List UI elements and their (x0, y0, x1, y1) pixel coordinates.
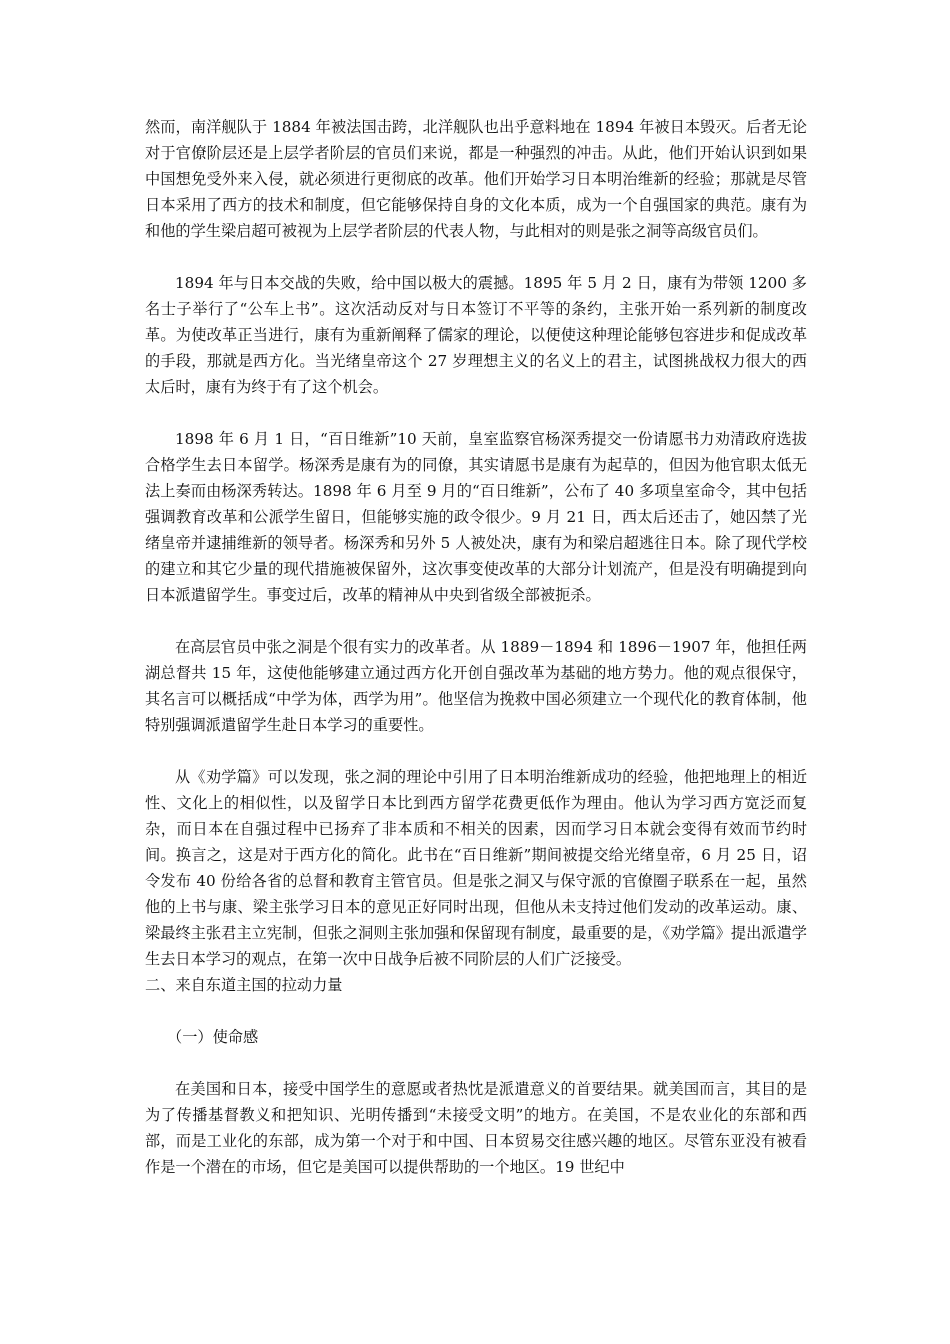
document-body (145, 114, 807, 1206)
paragraph-4: 在高层官员中张之洞是个很有实力的改革者。从 1889－1894 和 1896－1907 年，他担任两湖总督共 15 年，这使他能够建立通过西方化开创自强改革为基础的地方势力。他的观点很保守，其名言可以概括成“中学为体，西学为用”。他坚信为挽救中国必须建立一个现代化的教育体制，他特别强调派遣留学生赴日本学习的重要性。 (145, 638, 807, 734)
paragraph-5: 从《劝学篇》可以发现，张之洞的理论中引用了日本明治维新成功的经验，他把地理上的相近性、文化上的相似性，以及留学日本比到西方留学花费更低作为理由。他认为学习西方宽泛而复杂，而日本在自强过程中已扬弃了非本质和不相关的因素，因而学习日本就会变得有效而节约时间。换言之，这是对于西方化的简化。此书在“百日维新”期间被提交给光绪皇帝，6 月 25 日，诏令发布 40 份给各省的总督和教育主管官员。但是张之洞又与保守派的官僚圈子联系在一起，虽然他的上书与康、梁主张学习日本的意见正好同时出现，但他从未支持过他们发动的改革运动。康、梁最终主张君主立宪制，但张之洞则主张加强和保留现有制度，最重要的是，《劝学篇》提出派遣学生去日本学习的观点，在第一次中日战争后被不同阶层的人们广泛接受。 (145, 768, 807, 968)
paragraph-1: 然而，南洋舰队于 1884 年被法国击跨，北洋舰队也出乎意料地在 1894 年被日本毁灭。后者无论对于官僚阶层还是上层学者阶层的官员们来说，都是一种强烈的冲击。从此，他们开始认识到如果中国想免受外来入侵，就必须进行更彻底的改革。他们开始学习日本明治维新的经验；那就是尽管日本采用了西方的技术和制度，但它能够保持自身的文化本质，成为一个自强国家的典范。康有为和他的学生梁启超可被视为上层学者阶层的代表人物，与此相对的则是张之洞等高级官员们。 (145, 118, 807, 240)
paragraph-3: 1898 年 6 月 1 日，“百日维新”10 天前，皇室监察官杨深秀提交一份请愿书力劝清政府选拔合格学生去日本留学。杨深秀是康有为的同僚，其实请愿书是康有为起草的，但因为他官职太低无法上奏而由杨深秀转达。1898 年 6 月至 9 月的“百日维新”，公布了 40 多项皇室命令，其中包括强调教育改革和公派学生留日，但能够实施的政令很少。9 月 21 日，西太后还击了，她囚禁了光绪皇帝并逮捕维新的领导者。杨深秀和另外 5 人被处决，康有为和梁启超逃往日本。除了现代学校的建立和其它少量的现代措施被保留外，这次事变使改革的大部分计划流产，但是没有明确提到向日本派遣留学生。事变过后，改革的精神从中央到省级全部被扼杀。 (145, 430, 807, 604)
paragraph-2: 1894 年与日本交战的失败，给中国以极大的震撼。1895 年 5 月 2 日，康有为带领 1200 多名士子举行了“公车上书”。这次活动反对与日本签订不平等的条约，主张开始一系列新的制度改革。为使改革正当进行，康有为重新阐释了儒家的理论，以便使这种理论能够包容进步和促成改革的手段，那就是西方化。当光绪皇帝这个 27 岁理想主义的名义上的君主，试图挑战权力很大的西太后时，康有为终于有了这个机会。 (145, 274, 807, 396)
paragraph-6: 在美国和日本，接受中国学生的意愿或者热忱是派遣意义的首要结果。就美国而言，其目的是为了传播基督教义和把知识、光明传播到“未接受文明”的地方。在美国，不是农业化的东部和西部，而是工业化的东部，成为第一个对于和中国、日本贸易交往感兴趣的地区。尽管东亚没有被看作是一个潜在的市场，但它是美国可以提供帮助的一个地区。19 世纪中 (145, 1080, 807, 1176)
subsection-heading: （一）使命感 (167, 1028, 259, 1046)
section-heading: 二、来自东道主国的拉动力量 (145, 976, 343, 994)
